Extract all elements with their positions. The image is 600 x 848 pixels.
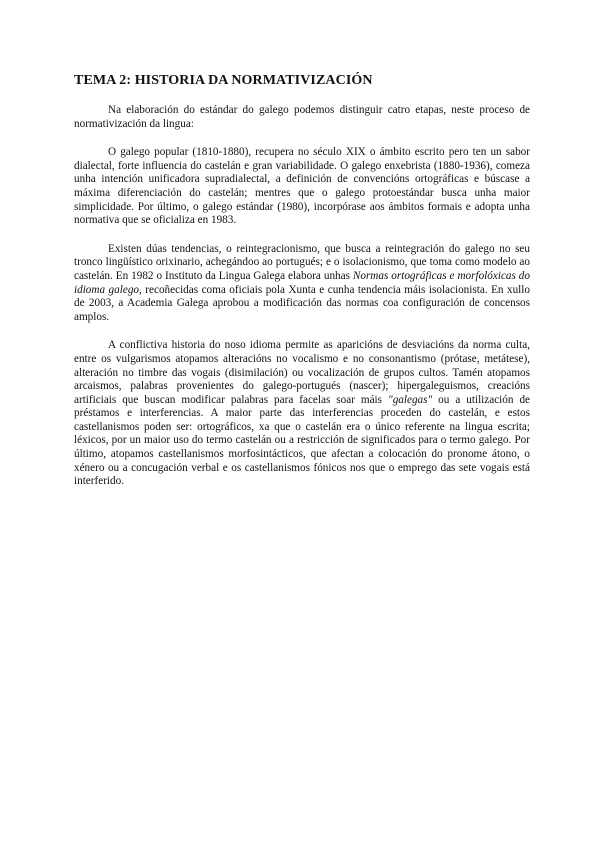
- document-content: [74, 72, 530, 504]
- paragraph-intro: Na elaboración do estándar do galego podemos distinguir catro etapas, neste proceso de normativización da lingua:: [74, 104, 530, 130]
- paragraph-text: A conflictiva historia do noso idioma permite as aparicións de desviacións da norma culta, entre os vulgarismos atopamos alteracións no vocalismo e no consonantismo (prótase, metátese), alteración no timbre das vogais (disimilación) ou vocalización de grupos cultos. Tamén atopamos arcaismos, palabras provenientes do galego-portugués (nascer); hipergaleguismos, creacións artificiais que buscan modificar palabras para facelas soar máis: [74, 339, 530, 406]
- paragraph-stages: O galego popular (1810-1880), recupera no século XIX o ámbito escrito pero ten un sabor dialectal, forte influencia do castelán e gran variabilidade. O galego enxebrista (1880-1936), comeza unha intención unificadora supradialectal, a definición de convencións ortográficas e búscase a máxima diferenciación do castelán; mentres que o galego protoestándar busca unha maior simplicidade. Por último, o galego estándar (1980), incorpórase aos ámbitos formais e adopta unha normativa que se oficializa en 1983.: [74, 146, 530, 227]
- paragraph-text: , recoñecidas coma oficiais pola Xunta e cunha tendencia máis isolacionista. En xullo de 2003, a Academia Galega aprobou a modificación das normas coa configuración de concensos amplos.: [74, 283, 530, 323]
- italic-reference: Normas ortográficas e morfolóxicas do idioma galego: [74, 269, 530, 296]
- paragraph-text: ou a utilización de préstamos e interferencias. A maior parte das interferencias proceden do castelán, e estos castellanismos poden ser: ortográficos, xa que o castelán era o único referente na lingua escrita; léxicos, por un maior uso do termo castelán ou a restricción de significados para o termo galego. Por último, atopamos castellanismos morfosintácticos, que afectan a colocación do pronome átono, o xénero ou a concugación verbal e os castellanismos fónicos nos que o emprego das sete vogais está interferido.: [74, 393, 531, 488]
- paragraph-text: Existen dúas tendencias, o reintegracionismo, que busca a reintegración do galego no seu tronco lingüístico orixinario, achegándoo ao portugués; e o isolacionismo, que toma como modelo ao castelán. En 1982 o Instituto da Lingua Galega elabora unhas: [74, 242, 530, 282]
- paragraph-tendencies: [74, 243, 530, 325]
- page-title: TEMA 2: HISTORIA DA NORMATIVIZACIÓN: [74, 73, 373, 88]
- paragraph-deviations: [74, 339, 530, 489]
- italic-term: "galegas": [388, 393, 433, 406]
